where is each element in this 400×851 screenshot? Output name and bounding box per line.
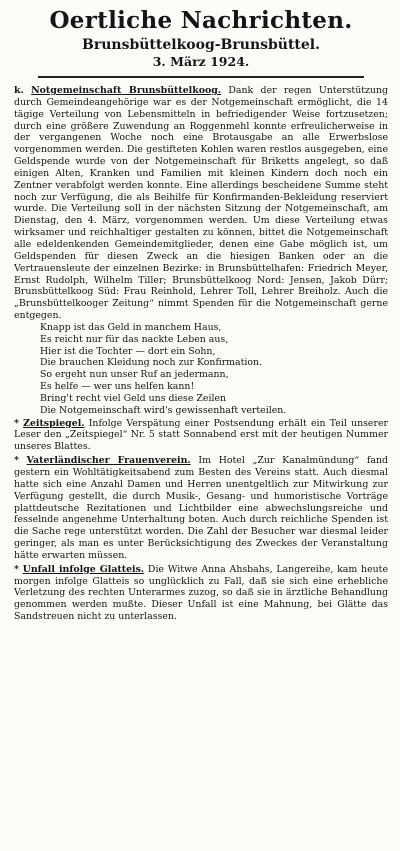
article-heading: Zeitspiegel. xyxy=(23,417,85,429)
article-body: Infolge Verspätung einer Postsendung erhält ein Teil unserer Leser den „Zeitspiegel“ Nr. 5 statt Sonnabend erst mit der heutigen Nummer unseres Blattes. xyxy=(14,417,388,453)
issue-date: 3. März 1924. xyxy=(152,54,250,69)
place-subtitle: Brunsbüttelkoog-Brunsbüttel. xyxy=(82,37,320,53)
article-heading: Vaterländischer Frauenverein. xyxy=(26,455,191,467)
article-marker: * xyxy=(14,563,19,575)
article-body: Dank der regen Unterstützung durch Gemeindeangehörige war es der Notgemeinschaft ermöglicht, die 14 tägige Verteilung von Lebensmitteln in befriedigender Weise fortzusetzen; durch eine größere Zuwendung an Roggenmehl konnte erfreulicherweise in der vergangenen Woche noch eine Brotausgabe an alle Erwerbslose vorgenommen werden. Die gestifteten Kohlen waren restlos ausgegeben, eine Geldspende wurde von der Notgemeinschaft für Briketts angelegt, so daß einigen Alten, Kranken und Familien mit kleinen Kindern doch noch ein Zentner verabfolgt werden konnte. Eine allerdings bescheidene Summe steht noch zur Verfügung, die als Beihilfe für Konfirmanden-Bekleidung reserviert wurde. Die Verteilung soll in der nächsten Sitzung der Notgemeinschaft, am Dienstag, den 4. März, vorgenommen werden. Um diese Verteilung etwas wirksamer und reichhaltiger gestalten zu können, bittet die Notgemeinschaft alle edeldenkenden Gemeindemitglieder, denen eine Gabe möglich ist, um Geldspenden für diesen Zweck an die hiesigen Banken oder an die Vertrauensleute der einzelnen Bezirke: in Brunsbüttelhafen: Friedrich Meyer, Ernst Rudolph, Wilhelm Tiller; Brunsbüttelkoog Nord: Jensen, Jakob Dürr; Brunsbüttelkoog Süd: Frau Reinhold, Lehrer Toll, Lehrer Breiholz. Auch die „Brunsbüttelkooger Zeitung“ nimmt Spenden für die Notgemeinschaft gerne entgegen. xyxy=(14,85,389,322)
article-body: Die Witwe Anna Ahsbahs, Langereihe, kam heute morgen infolge Glatteis so unglücklich zu Fall, daß sie sich eine erhebliche Verletzung des rechten Unterarmes zuzog, so daß sie in ärztliche Behandlung genommen werden mußte. Dieser Unfall ist eine Mahnung, bei Glätte das Sandstreuen nicht zu unterlassen. xyxy=(14,563,388,623)
article-notgemeinschaft xyxy=(14,85,388,322)
poem-line: So ergeht nun unser Ruf an jedermann, xyxy=(40,369,229,381)
article-unfall xyxy=(14,564,388,623)
article-frauenverein xyxy=(14,455,388,562)
poem-line: Knapp ist das Geld in manchem Haus, xyxy=(40,321,222,333)
poem-line: Bring't recht viel Geld uns diese Zeilen xyxy=(40,392,227,404)
poem-line: Es helfe — wer uns helfen kann! xyxy=(40,381,195,393)
article-heading: Unfall infolge Glatteis. xyxy=(22,563,145,575)
masthead xyxy=(14,8,388,70)
poem-line: Es reicht nur für das nackte Leben aus, xyxy=(40,333,229,345)
section-title: Oertliche Nachrichten. xyxy=(49,7,353,34)
article-heading: Notgemeinschaft Brunsbüttelkoog. xyxy=(31,85,222,96)
header-rule xyxy=(38,76,364,78)
article-zeitspiegel xyxy=(14,418,388,454)
poem-line: Die brauchen Kleidung noch zur Konfirmation. xyxy=(40,357,263,369)
article-marker: k. xyxy=(14,85,24,96)
appeal-poem xyxy=(40,322,388,417)
article-marker: * xyxy=(14,417,19,429)
article-marker: * xyxy=(14,455,19,467)
poem-line: Die Notgemeinschaft wird's gewissenhaft verteilen. xyxy=(40,404,287,416)
poem-line: Hier ist die Tochter — dort ein Sohn, xyxy=(40,345,216,357)
article-body: Im Hotel „Zur Kanalmündung“ fand gestern ein Wohltätigkeitsabend zum Besten des Vereins statt. Auch diesmal hatte sich eine Anzahl Damen und Herren unentgeltlich zur Mitwirkung zur Verfügung gestellt, die durch Musik-, Gesang- und humoristische Vorträge plattdeutsche Rezitationen und Lichtbilder eine abwechslungsreiche und fesselnde angenehme Unterhaltung boten. Auch durch reichliche Spenden ist die Sache rege unterstützt worden. Die Zahl der Besucher war diesmal leider geringer, als man es unter Berücksichtigung des Zweckes der Veranstaltung hätte erwarten müssen. xyxy=(14,455,388,561)
